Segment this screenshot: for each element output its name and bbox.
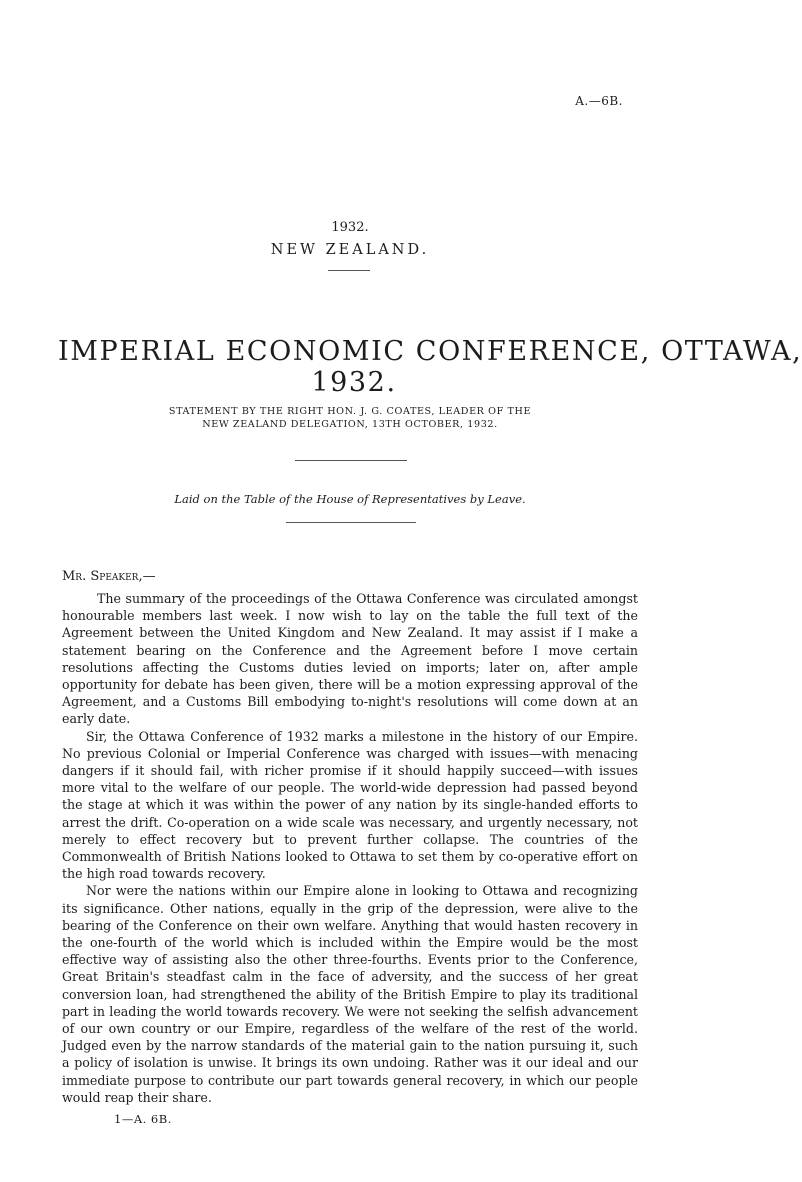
document-title [58,336,802,398]
title-line-1: IMPERIAL ECONOMIC CONFERENCE, OTTAWA, [58,336,802,367]
paragraph: Nor were the nations within our Empire alone in looking to Ottawa and recognizing its significance. Other nations, equally in the grip of the depression, were alive to the bearing of the Conference on their own welfare. Anything that would hasten recovery in the one-fourth of the world which is included within the Empire would be the most effective way of assisting also the other three-fourths. Events prior to the Conference, Great Britain's steadfast calm in the face of adversity, and the success of her great conversion loan, had strengthened the ability of the British Empire to play its traditional part in leading the world towards recovery. We were not seeking the selfish advancement of our own country or our Empire, regardless of the welfare of the rest of the world. Judged even by the narrow standards of the material gain to the nation pursuing it, such a policy of isolation is unwise. It brings its own undoing. Rather was it our ideal and our immediate purpose to contribute our part towards general recovery, in which our people would reap their share. [62,883,638,1105]
paragraph: Sir, the Ottawa Conference of 1932 marks a milestone in the history of our Empire. No previous Colonial or Imperial Conference was charged with issues—with menacing dangers if it should fail, with richer promise if it should happily succeed—with issues more vital to the welfare of our people. The world-wide depression had passed beyond the stage at which it was within the power of any nation by its single-handed efforts to arrest the drift. Co-operation on a wide scale was necessary, and urgently necessary, not merely to effect recovery but to prevent further collapse. The countries of the Commonwealth of British Nations looked to Ottawa to set them by co-operative effort on the high road towards recovery. [62,728,638,882]
salutation: Mr. Speaker,— [62,569,156,584]
masthead-year: 1932. [331,220,369,235]
divider-rule [295,460,407,461]
subtitle-line-1: STATEMENT BY THE RIGHT HON. J. G. COATES, LEADER OF THE [168,406,532,417]
paragraph: The summary of the proceedings of the Ottawa Conference was circulated amongst honourable members last week. I now wish to lay on the table the full text of the Agreement between the United Kingdom and New Zealand. It may assist if I make a statement bearing on the Conference and the Agreement before I move certain resolutions affecting the Customs duties levied on imports; later on, after ample opportunity for debate has been given, there will be a motion expressing approval of the Agreement, and a Customs Bill embodying to-night's resolutions will come down at an early date. [62,591,638,727]
title-line-2: 1932. [311,367,397,398]
document-subtitle [0,405,700,431]
document-reference: A.—6B. [575,94,623,108]
laid-on-table-notice: Laid on the Table of the House of Representatives by Leave. [174,492,526,506]
masthead-country: NEW ZEALAND. [270,242,430,258]
speech-body [62,590,638,1106]
divider-rule [328,270,370,271]
subtitle-line-2: NEW ZEALAND DELEGATION, 13TH OCTOBER, 1932. [202,419,498,430]
divider-rule [286,522,416,523]
sheet-reference: 1—A. 6B. [114,1112,172,1126]
